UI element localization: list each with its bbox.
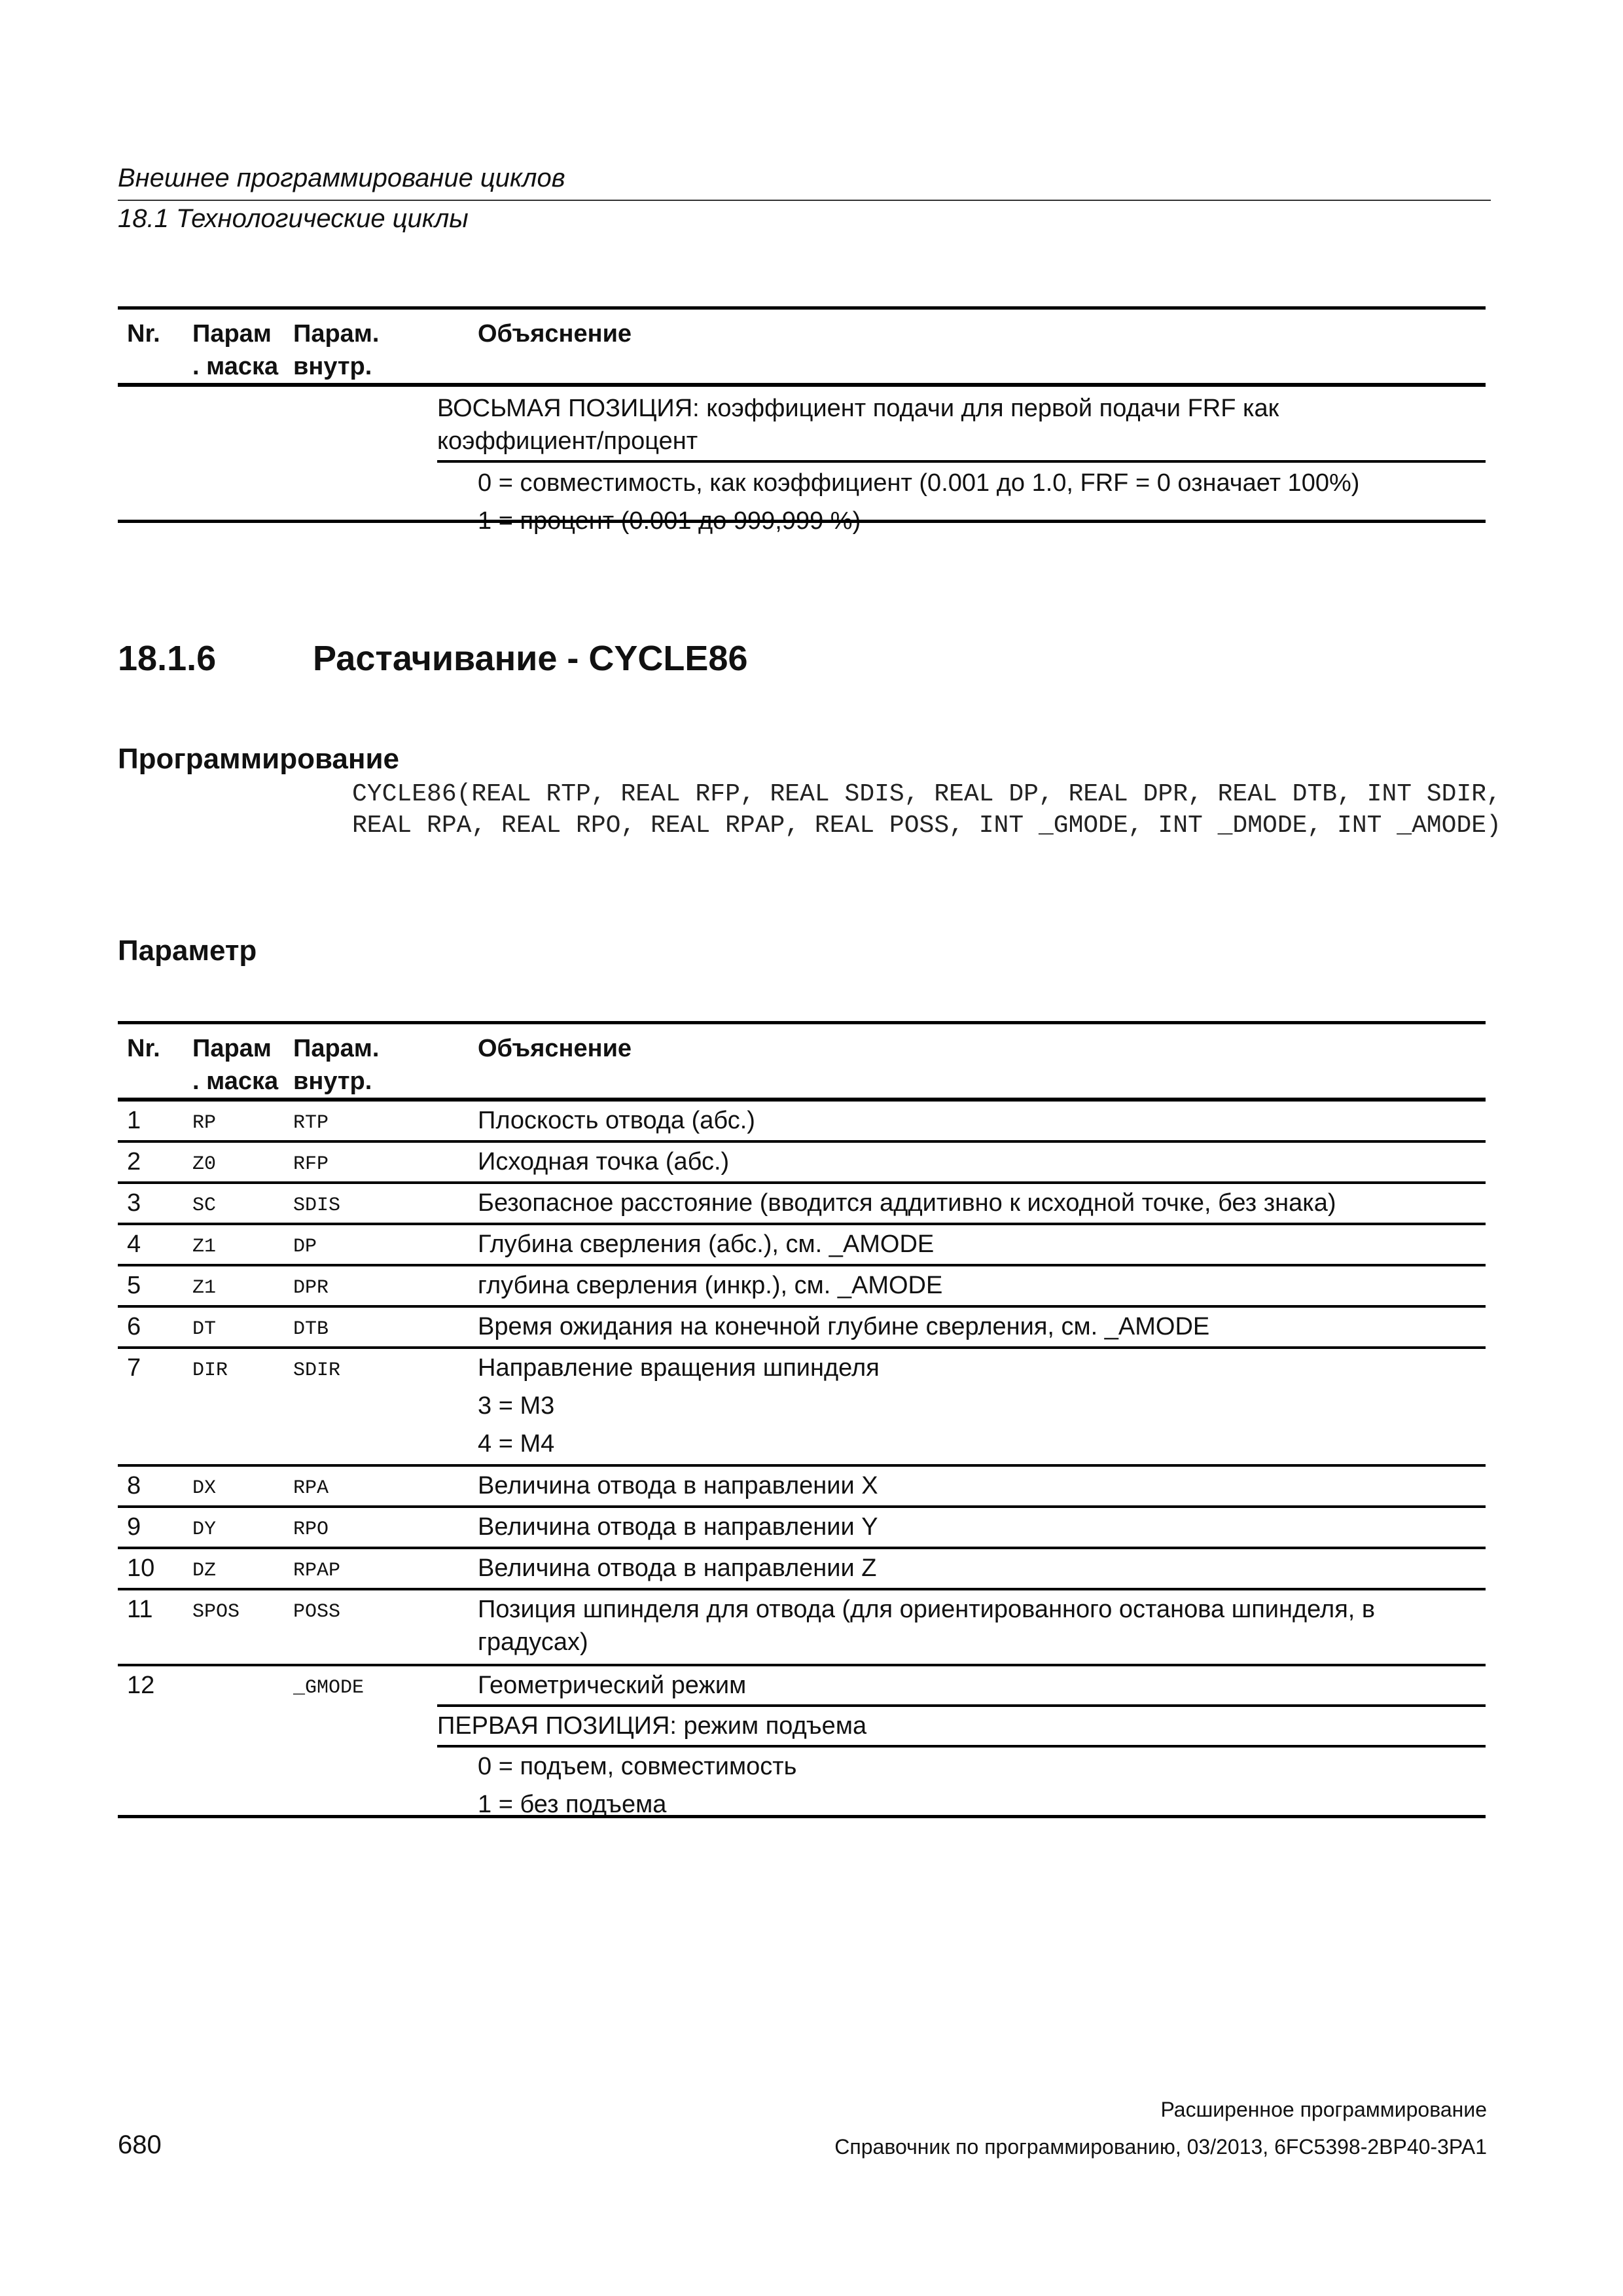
option-item: 4 = M4: [478, 1430, 555, 1458]
footer-title: Расширенное программирование: [1160, 2098, 1487, 2121]
table-row: 9 DY RPO Величина отвода в направлении Y: [118, 1508, 1486, 1549]
chapter-title: Внешнее программирование циклов: [118, 164, 565, 192]
table-row: 12 _GMODE Геометрический режим ПЕРВАЯ ПОЗИЦИЯ: режим подъема 0 = подъем, совместимость 1 = без подъема: [118, 1666, 1486, 1818]
table-row: 6 DT DTB Время ожидания на конечной глубине сверления, см. _AMODE: [118, 1308, 1486, 1349]
table-row: 8 DX RPA Величина отвода в направлении X: [118, 1467, 1486, 1508]
page-number: 680: [118, 2130, 162, 2159]
header-rule: [118, 200, 1491, 201]
section-title: Растачивание - CYCLE86: [313, 639, 748, 678]
option-item: 0 = совместимость, как коэффициент (0.001 до 1.0, FRF = 0 означает 100%): [478, 469, 1360, 497]
section-number: 18.1.6: [118, 639, 217, 678]
position-heading: ПЕРВАЯ ПОЗИЦИЯ: режим подъема: [437, 1712, 867, 1740]
continuation-table: [118, 306, 1486, 535]
table-header-row: [118, 1021, 1486, 1102]
parameters-heading: Параметр: [118, 935, 257, 967]
table-header-row: [118, 306, 1486, 387]
programming-heading: Программирование: [118, 743, 399, 775]
col-nr-header: Nr.: [127, 320, 160, 348]
col-explanation-header: Объяснение: [478, 1035, 632, 1062]
table-row: 1 RP RTP Плоскость отвода (абс.): [118, 1102, 1486, 1143]
option-item: 1 = без подъема: [478, 1791, 667, 1818]
table-row: [118, 387, 1486, 535]
option-item: 1 = процент (0.001 до 999,999 %): [478, 507, 861, 535]
table-row: 2 Z0 RFP Исходная точка (абс.): [118, 1143, 1486, 1184]
footer-reference: Справочник по программированию, 03/2013, 6FC5398-2BP40-3PA1: [834, 2135, 1487, 2159]
option-item: 3 = M3: [478, 1392, 555, 1420]
col-nr-header: Nr.: [127, 1035, 160, 1062]
col-internal-header: Парам. внутр.: [293, 1035, 380, 1095]
table-row: 11 SPOS POSS Позиция шпинделя для отвода (для ориентированного останова шпинделя, в градусах): [118, 1590, 1486, 1666]
col-mask-header: Парам . маска: [192, 1035, 279, 1095]
table-row: 10 DZ RPAP Величина отвода в направлении Z: [118, 1549, 1486, 1590]
cycle-signature-code: CYCLE86(REAL RTP, REAL RFP, REAL SDIS, REAL DP, REAL DPR, REAL DTB, INT SDIR, REAL RPA, REAL RPO, REAL RPAP, REAL POSS, INT _GMODE, INT _DMODE, INT _AMODE): [352, 780, 1516, 840]
option-item: 0 = подъем, совместимость: [478, 1753, 797, 1780]
col-mask-header: Парам . маска: [192, 320, 279, 380]
section-subtitle: 18.1 Технологические циклы: [118, 204, 469, 233]
table-row: 3 SC SDIS Безопасное расстояние (вводится аддитивно к исходной точке, без знака): [118, 1184, 1486, 1225]
col-internal-header: Парам. внутр.: [293, 320, 380, 380]
table-row: 5 Z1 DPR глубина сверления (инкр.), см. _AMODE: [118, 1266, 1486, 1308]
parameters-table: [118, 1021, 1486, 1818]
position-heading: ВОСЬМАЯ ПОЗИЦИЯ: коэффициент подачи для первой подачи FRF как коэффициент/процент: [437, 395, 1279, 455]
table-row: 7 DIR SDIR Направление вращения шпинделя 3 = M3 4 = M4: [118, 1349, 1486, 1467]
table-row: 4 Z1 DP Глубина сверления (абс.), см. _AMODE: [118, 1225, 1486, 1266]
col-explanation-header: Объяснение: [478, 320, 632, 348]
